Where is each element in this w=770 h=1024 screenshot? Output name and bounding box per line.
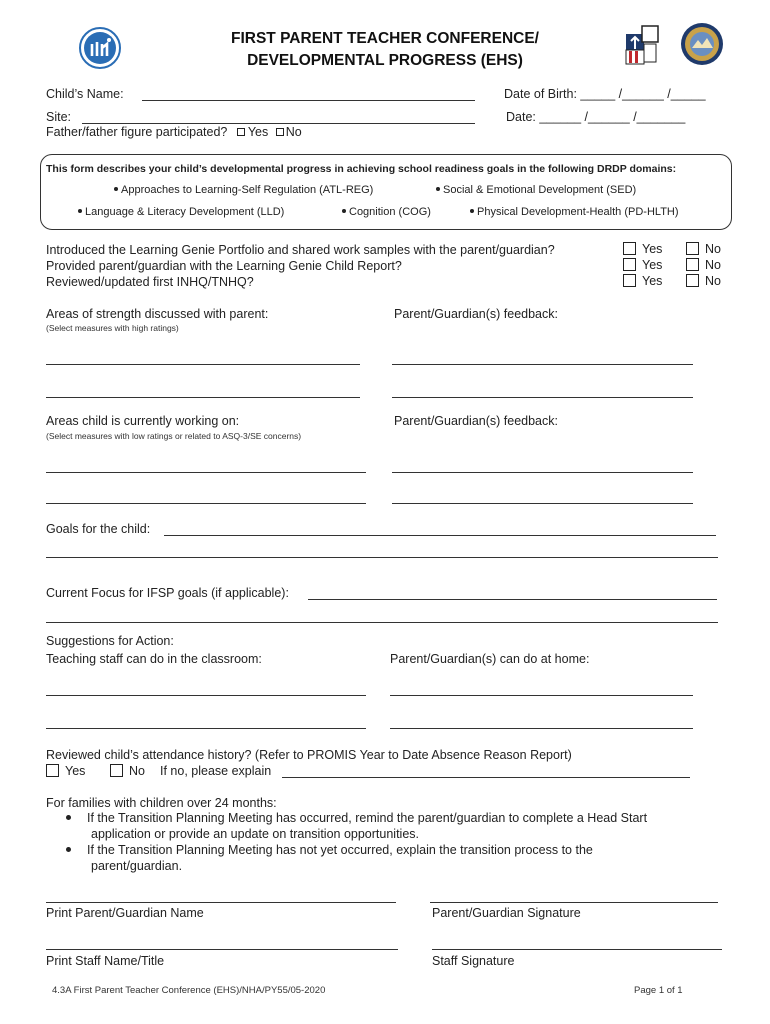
checkbox-no[interactable]	[686, 274, 699, 287]
checklist-item: Provided parent/guardian with the Learning Genie Child Report?	[46, 259, 402, 273]
checklist-yes: Yes	[623, 242, 662, 256]
dob-field[interactable]: Date of Birth: _____ /______ /_____	[504, 87, 706, 101]
page-title-line1: FIRST PARENT TEACHER CONFERENCE/	[230, 30, 539, 47]
checklist-yes: Yes	[623, 258, 662, 272]
checklist-no: No	[686, 258, 721, 272]
father-participated-label: Father/father figure participated?	[46, 125, 228, 139]
transition-bullet-cont: application or provide an update on transition opportunities.	[91, 827, 419, 841]
ifsp-line[interactable]	[46, 622, 718, 623]
goals-line[interactable]	[164, 535, 716, 536]
checklist-yes: Yes	[623, 274, 662, 288]
staff-signature-label: Staff Signature	[432, 954, 515, 968]
strengths-label: Areas of strength discussed with parent:	[46, 307, 269, 321]
transition-bullet: If the Transition Planning Meeting has not yet occurred, explain the transition process to the	[66, 843, 593, 857]
attendance-no-checkbox[interactable]	[110, 764, 123, 777]
father-yes-checkbox[interactable]	[237, 128, 245, 136]
checklist-item: Reviewed/updated first INHQ/TNHQ?	[46, 275, 254, 289]
strengths-feedback-line[interactable]	[392, 364, 693, 365]
attendance-no: No	[110, 764, 145, 778]
checkbox-yes[interactable]	[623, 242, 636, 255]
classroom-label: Teaching staff can do in the classroom:	[46, 652, 262, 666]
staff-signature-line[interactable]	[432, 949, 722, 950]
attendance-yes-checkbox[interactable]	[46, 764, 59, 777]
checkbox-no[interactable]	[686, 258, 699, 271]
strengths-note: (Select measures with high ratings)	[46, 323, 179, 333]
checkbox-no[interactable]	[686, 242, 699, 255]
transition-bullet-cont: parent/guardian.	[91, 859, 183, 873]
parent-signature-line[interactable]	[430, 902, 718, 903]
attendance-yes: Yes	[46, 764, 85, 778]
strengths-feedback-label: Parent/Guardian(s) feedback:	[394, 307, 558, 321]
domain-item: Social & Emotional Development (SED)	[436, 184, 636, 196]
working-on-feedback-line[interactable]	[392, 472, 693, 473]
working-on-note: (Select measures with low ratings or related to ASQ-3/SE concerns)	[46, 431, 302, 441]
site-field[interactable]	[82, 123, 475, 124]
staff-name-label: Print Staff Name/Title	[46, 954, 165, 968]
checklist-item: Introduced the Learning Genie Portfolio and shared work samples with the parent/guardian?	[46, 243, 555, 257]
parent-name-label: Print Parent/Guardian Name	[46, 906, 204, 920]
domain-item: Language & Literacy Development (LLD)	[78, 206, 284, 218]
checkbox-yes[interactable]	[623, 258, 636, 271]
domain-item: Physical Development-Health (PD-HLTH)	[470, 206, 679, 218]
home-label: Parent/Guardian(s) can do at home:	[390, 652, 590, 666]
father-no-label: No	[285, 125, 302, 139]
classroom-line[interactable]	[46, 728, 366, 729]
staff-name-line[interactable]	[46, 949, 398, 950]
working-on-line[interactable]	[46, 503, 366, 504]
attendance-explain-label: If no, please explain	[160, 764, 272, 778]
checklist-no: No	[686, 242, 721, 256]
page-number: Page 1 of 1	[634, 985, 683, 996]
home-line[interactable]	[390, 728, 693, 729]
strengths-feedback-line[interactable]	[392, 397, 693, 398]
site-label: Site:	[46, 110, 72, 124]
father-yes-label: Yes	[247, 125, 269, 139]
goals-label: Goals for the child:	[46, 522, 151, 536]
working-on-label: Areas child is currently working on:	[46, 414, 240, 428]
child-name-field[interactable]	[142, 100, 475, 101]
checklist-no: No	[686, 274, 721, 288]
child-name-label: Child’s Name:	[46, 87, 124, 101]
working-on-feedback-label: Parent/Guardian(s) feedback:	[394, 414, 558, 428]
strengths-line[interactable]	[46, 364, 360, 365]
parent-name-line[interactable]	[46, 902, 396, 903]
working-on-feedback-line[interactable]	[392, 503, 693, 504]
form-id: 4.3A First Parent Teacher Conference (EHS)/NHA/PY55/05-2020	[52, 985, 326, 996]
goals-line[interactable]	[46, 557, 718, 558]
ifsp-label: Current Focus for IFSP goals (if applicable):	[46, 586, 289, 600]
domain-item: Cognition (COG)	[342, 206, 431, 218]
transition-bullet: If the Transition Planning Meeting has occurred, remind the parent/guardian to complete a Head Start	[66, 811, 647, 825]
attendance-explain-line[interactable]	[282, 777, 690, 778]
classroom-line[interactable]	[46, 695, 366, 696]
checkbox-yes[interactable]	[623, 274, 636, 287]
strengths-line[interactable]	[46, 397, 360, 398]
working-on-line[interactable]	[46, 472, 366, 473]
suggestions-label: Suggestions for Action:	[46, 634, 174, 648]
father-no-checkbox[interactable]	[276, 128, 284, 136]
page-title-line2: DEVELOPMENTAL PROGRESS (EHS)	[247, 52, 523, 69]
transition-label: For families with children over 24 months:	[46, 796, 277, 810]
domains-intro: This form describes your child’s developmental progress in achieving school readiness goals in the following DRDP domains:	[46, 163, 677, 175]
date-field[interactable]: Date: ______ /______ /_______	[506, 110, 686, 124]
domain-item: Approaches to Learning-Self Regulation (ATL-REG)	[114, 184, 373, 196]
attendance-question: Reviewed child’s attendance history? (Refer to PROMIS Year to Date Absence Reason Report)	[46, 748, 572, 762]
father-participated-row	[46, 125, 302, 139]
parent-signature-label: Parent/Guardian Signature	[432, 906, 581, 920]
home-line[interactable]	[390, 695, 693, 696]
ifsp-line[interactable]	[308, 599, 717, 600]
